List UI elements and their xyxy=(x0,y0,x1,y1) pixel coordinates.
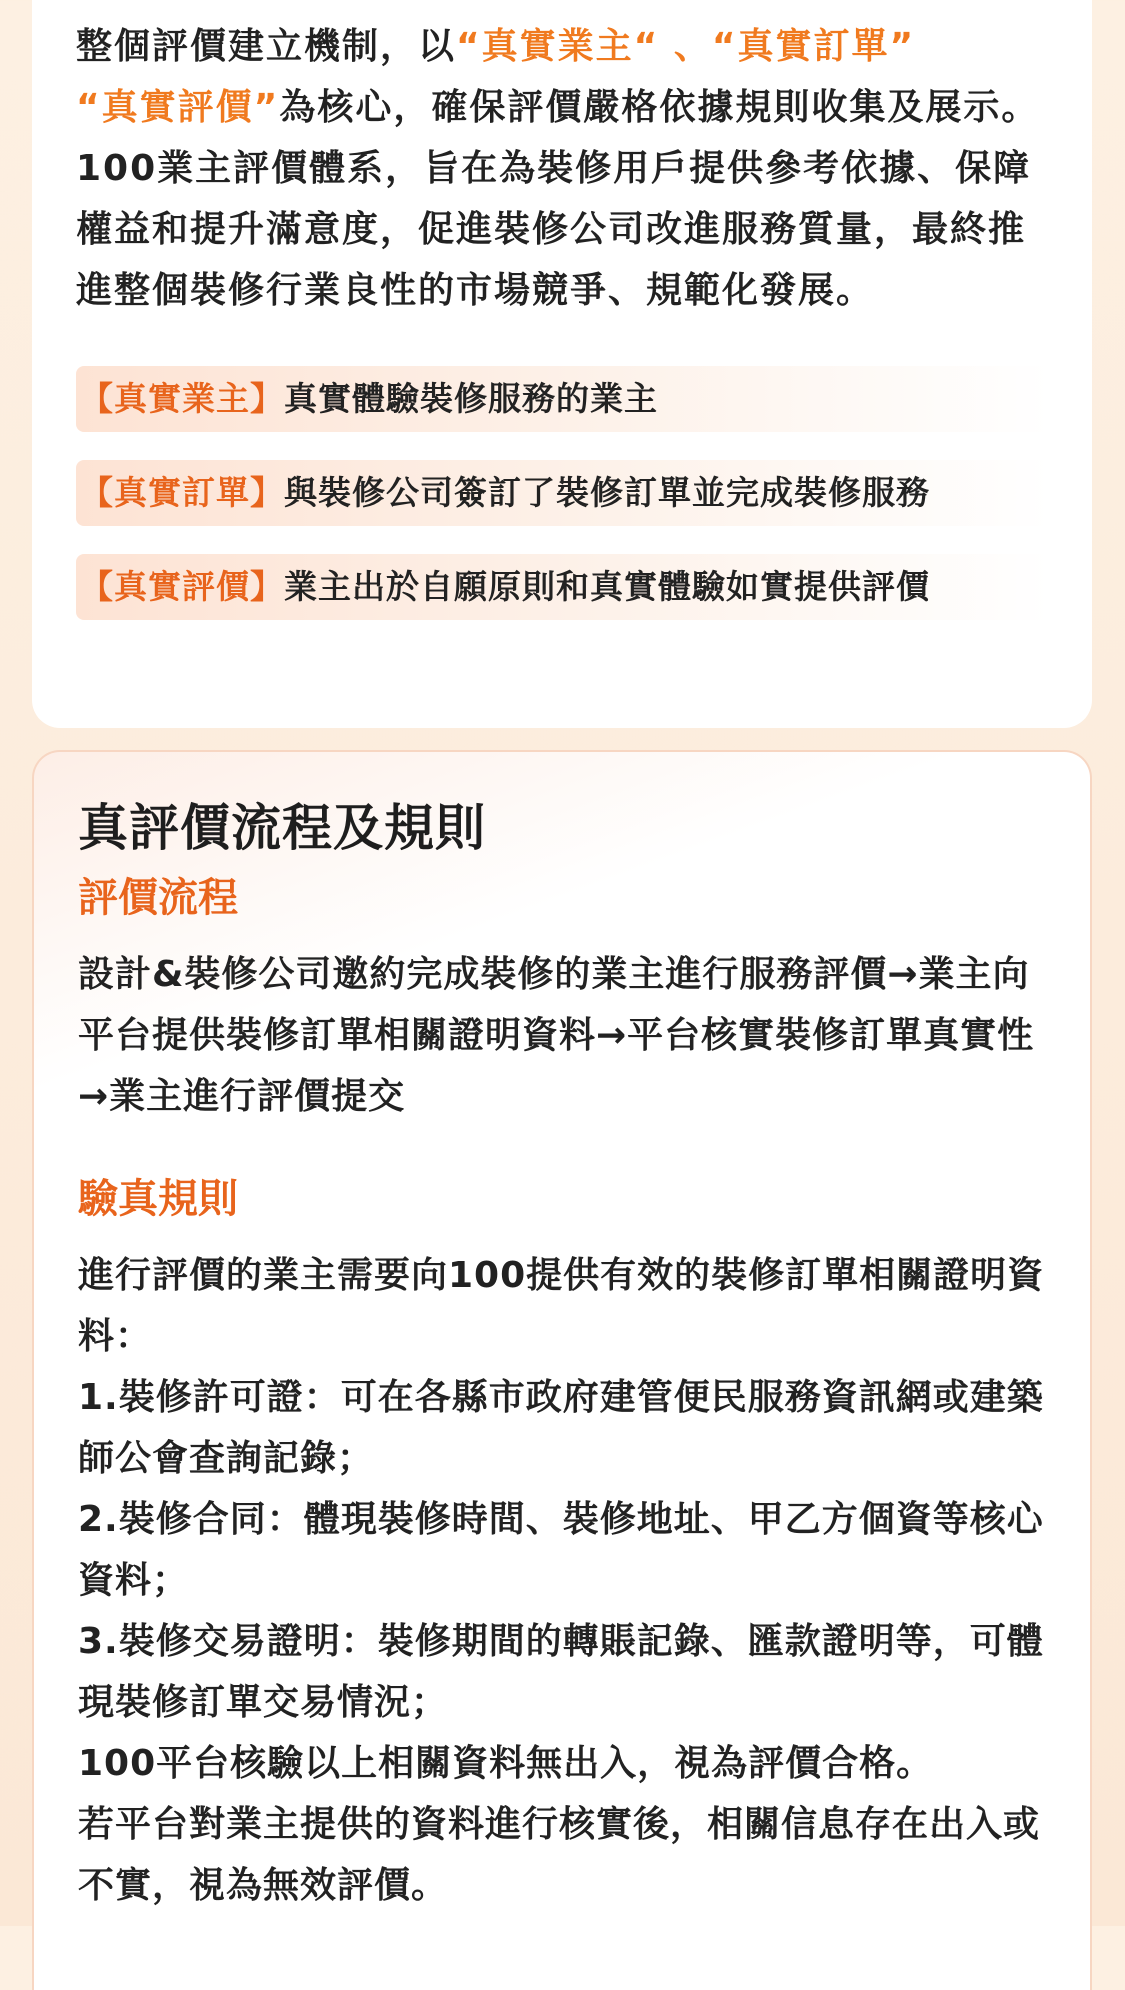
rules-list xyxy=(78,1245,1048,1916)
definition-text: 業主出於自願原則和真實體驗如實提供評價 xyxy=(284,567,930,606)
rule-transaction: 3.裝修交易證明：裝修期間的轉賬記錄、匯款證明等，可體現裝修訂單交易情況； xyxy=(78,1621,1044,1723)
intro-prefix: 整個評價建立機制，以 xyxy=(76,26,457,67)
rule-fail: 若平台對業主提供的資料進行核實後，相關信息存在出入或不實，視為無效評價。 xyxy=(78,1804,1041,1906)
flow-text: 設計&裝修公司邀約完成裝修的業主進行服務評價→業主向平台提供裝修訂單相關證明資料→平台核實裝修訂單真實性→業主進行評價提交 xyxy=(78,954,1035,1117)
rule-pass: 100平台核驗以上相關資料無出入，視為評價合格。 xyxy=(78,1743,934,1784)
definition-key: 【真實業主】 xyxy=(80,379,284,418)
section-title: 真評價流程及規則 xyxy=(78,799,486,857)
rules-subtitle: 驗真規則 xyxy=(78,1176,238,1222)
highlight-real-owner: “真實業主“ xyxy=(456,26,660,67)
intro-card xyxy=(32,0,1092,728)
definition-real-order xyxy=(76,460,1050,526)
definition-text: 真實體驗裝修服務的業主 xyxy=(284,379,658,418)
definition-key: 【真實評價】 xyxy=(80,567,284,606)
definition-real-owner xyxy=(76,366,1050,432)
highlight-real-review: “真實評價” xyxy=(76,87,280,128)
rules-intro: 進行評價的業主需要向100提供有效的裝修訂單相關證明資料： xyxy=(78,1255,1045,1357)
intro-body: 為核心，確保評價嚴格依據規則收集及展示。100業主評價體系，旨在為裝修用戶提供參考依據、保障權益和提升滿意度，促進裝修公司改進服務質量，最終推進整個裝修行業良性的市場競爭、規範化發展。 xyxy=(76,87,1040,311)
rules-card xyxy=(32,750,1092,1990)
intro-paragraph xyxy=(76,16,1050,321)
definition-key: 【真實訂單】 xyxy=(80,473,284,512)
flow-subtitle: 評價流程 xyxy=(78,875,238,921)
definition-text: 與裝修公司簽訂了裝修訂單並完成裝修服務 xyxy=(284,473,930,512)
definition-list xyxy=(76,366,1050,620)
rule-permit: 1.裝修許可證：可在各縣市政府建管便民服務資訊網或建築師公會查詢記錄； xyxy=(78,1377,1044,1479)
rule-contract: 2.裝修合同：體現裝修時間、裝修地址、甲乙方個資等核心資料； xyxy=(78,1499,1044,1601)
highlight-real-order: “真實訂單” xyxy=(711,26,916,67)
highlight-separator: 、 xyxy=(659,26,712,67)
definition-real-review xyxy=(76,554,1050,620)
